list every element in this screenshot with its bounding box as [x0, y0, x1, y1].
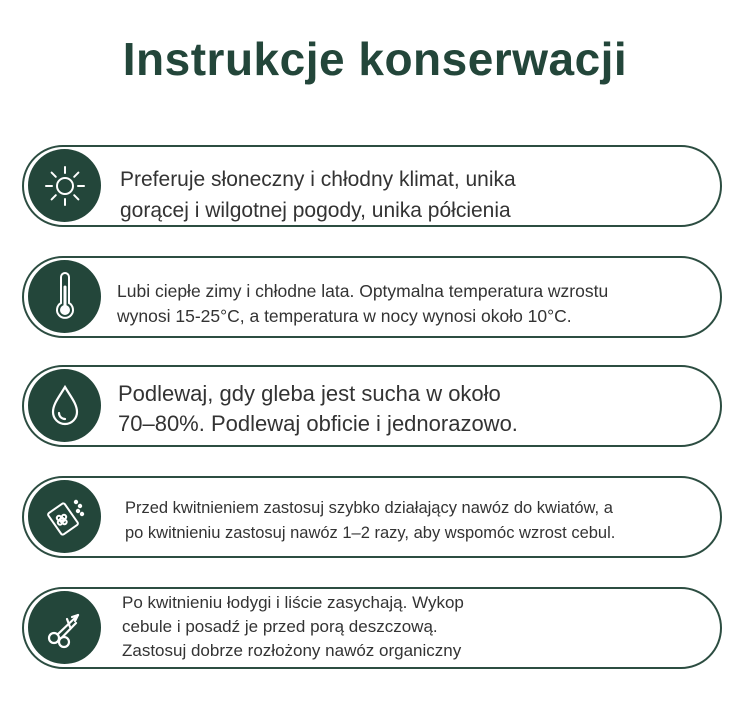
page-title: Instrukcje konserwacji	[122, 33, 628, 85]
water-drop-icon	[28, 369, 101, 442]
care-card-harvesting	[22, 587, 722, 669]
card-text: Po kwitnieniu łodygi i liście zasychają. Wykop cebule i posadź je przed porą deszczową. Zastosuj dobrze rozłożony nawóz organiczny	[122, 593, 464, 660]
card-text: Przed kwitnieniem zastosuj szybko działający nawóz do kwiatów, a po kwitnieniu zastosuj nawóz 1–2 razy, aby wspomóc wzrost cebul.	[125, 499, 616, 542]
scissors-icon	[28, 591, 101, 664]
care-card-watering	[22, 365, 722, 447]
card-text: Lubi ciepłe zimy i chłodne lata. Optymalna temperatura wzrostu wynosi 15-25°C, a temperatura w nocy wynosi około 10°C.	[117, 281, 609, 326]
thermometer-icon	[28, 260, 101, 333]
card-text: Podlewaj, gdy gleba jest sucha w około 70–80%. Podlewaj obficie i jednorazowo.	[118, 381, 518, 436]
care-card-sunlight	[22, 145, 722, 227]
card-text: Preferuje słoneczny i chłodny klimat, unika gorącej i wilgotnej pogody, unika półcienia	[120, 168, 516, 222]
care-card-temperature	[22, 256, 722, 338]
care-card-fertilizing	[22, 476, 722, 558]
sun-icon	[28, 149, 101, 222]
fertilizer-packet-icon	[28, 480, 101, 553]
